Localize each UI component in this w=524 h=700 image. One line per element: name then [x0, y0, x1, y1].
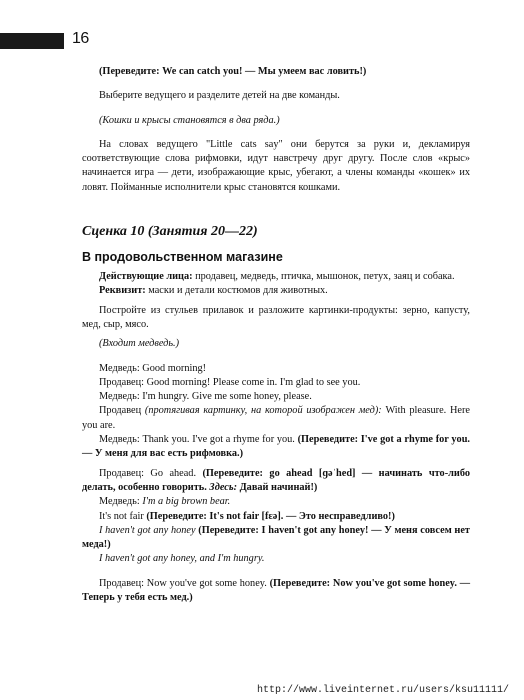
rhyme-line: It's not fair	[99, 510, 147, 522]
translation-note: (Переведите: It's not fair [fɛə]. — Это несправедливо!)	[146, 510, 395, 522]
speaker-text: Медведь:	[99, 496, 143, 508]
intro-stage-note: (Кошки и крысы становятся в два ряда.)	[99, 114, 280, 126]
dialogue-line: Медведь: Good morning!	[99, 362, 207, 374]
dialogue-text: Продавец: Go ahead.	[99, 467, 203, 479]
setup-paragraph: Постройте из стульев прилавок и разложите картинки-продукты: зерно, капусту, мед, сыр, мясо.	[82, 304, 470, 330]
dialogue-line: Продавец: Good morning! Please come in. I'm glad to see you.	[99, 376, 361, 388]
dialogue-line	[82, 510, 470, 524]
cast-text: продавец, медведь, птичка, мышонок, петух, заяц и собака.	[192, 271, 455, 283]
intro-game-description: На словах ведущего "Little cats say" они берутся за руки и, декламируя соответствующие слова рифмовки, идут навстречу друг другу. После слов «крыс» начинается игра — дети, изображающие крыс, убегают, а члены команды «кошек» их ловят. Пойманные исполнители крыс становятся кошками.	[82, 138, 470, 193]
scene-title: Сценка 10 (Занятия 20—22)	[82, 224, 258, 240]
props-label: Реквизит:	[99, 285, 146, 297]
dialogue-remark: (протягивая картинку, на которой изображен мед):	[144, 405, 382, 417]
dialogue-line	[82, 433, 470, 462]
source-url-watermark: http://www.liveinternet.ru/users/ksu11111/	[257, 685, 510, 696]
dialogue-line	[82, 524, 470, 553]
cast-label: Действующие лица:	[99, 271, 193, 283]
translation-note: (Переведите: I've got a rhyme for you. — У меня для вас есть рифмовка.)	[82, 434, 470, 460]
props-paragraph	[82, 284, 470, 298]
dialogue-text: Продавец: Now you've got some honey.	[99, 577, 270, 589]
rhyme-line: I haven't got any honey	[99, 524, 196, 536]
cast-paragraph	[82, 270, 470, 284]
rhyme-line: I'm a big brown bear.	[142, 496, 231, 508]
header-black-bar	[0, 33, 64, 49]
dialogue-line	[82, 495, 470, 509]
speaker-text: Продавец	[99, 405, 145, 417]
intro-instruction: Выберите ведущего и разделите детей на две команды.	[99, 90, 340, 102]
intro-translation: (Переведите: We can catch you! — Мы умеем вас ловить!)	[99, 66, 367, 77]
translation-note: (Переведите: I haven't got any honey! — У меня совсем нет меда!)	[82, 524, 470, 551]
translation-note: (Переведите: Now you've got some honey. — Теперь у тебя есть мед.)	[82, 577, 470, 604]
dialogue-line	[82, 577, 470, 606]
dialogue-text: With pleasure. Here you are.	[82, 405, 471, 431]
dialogue-text: Медведь: Thank you. I've got a rhyme for you.	[99, 434, 298, 446]
rhyme-line: I haven't got any honey, and I'm hungry.	[99, 553, 265, 565]
stage-direction: (Входит медведь.)	[99, 338, 180, 350]
props-text: маски и детали костюмов для животных.	[145, 285, 328, 297]
dialogue-line: Медведь: I'm hungry. Give me some honey, please.	[99, 391, 312, 403]
translation-note: Давай начинай!)	[237, 481, 318, 493]
translation-note-emphasis: Здесь:	[209, 481, 238, 493]
dialogue-line	[82, 404, 470, 433]
scene-subtitle: В продовольственном магазине	[82, 250, 283, 265]
page-number: 16	[72, 30, 89, 47]
page-content	[82, 65, 470, 605]
translation-note: (Переведите: go ahead [ɡəˈhed] — начинать что-либо делать, особенно говорить.	[82, 467, 470, 493]
dialogue-line	[82, 467, 470, 496]
